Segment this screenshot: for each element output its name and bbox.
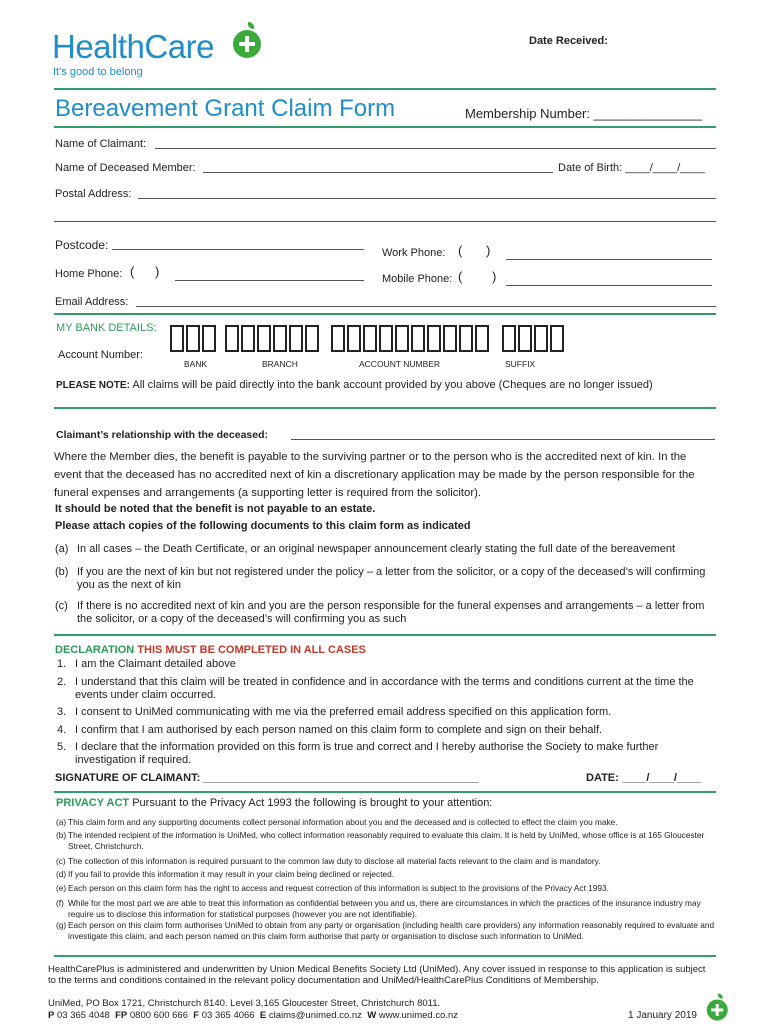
document-item: (b) If you are the next of kin but not registered under the policy – a letter from the solicitor, or a copy of the deceased’s will confirming you as the next of kin xyxy=(55,566,706,591)
footer-contacts xyxy=(48,1010,458,1021)
privacy-item: (e) Each person on this claim form has the right to access and request correction of this information is subject to the provisions of the Privacy Act 1993. xyxy=(56,883,609,893)
web-label: W xyxy=(367,1010,377,1021)
divider xyxy=(54,126,716,128)
account-digit-box[interactable] xyxy=(395,325,409,352)
declaration-item: 4. I confirm that I am authorised by each person named on this claim form to complete and sign on their behalf. xyxy=(57,724,603,736)
fax-number: 03 365 4066 xyxy=(201,1010,255,1021)
deceased-name-field[interactable] xyxy=(203,161,553,173)
email-address-field[interactable] xyxy=(136,295,716,307)
mobile-phone-label: Mobile Phone: xyxy=(382,273,453,285)
declaration-required: THIS MUST BE COMPLETED IN ALL CASES xyxy=(137,644,366,656)
home-phone-paren: ) xyxy=(155,264,160,279)
home-phone-label: Home Phone: xyxy=(55,268,123,280)
mobile-phone-paren: ( xyxy=(458,269,463,284)
declaration-item: 1. I am the Claimant detailed above xyxy=(57,658,236,670)
suffix-digit-box[interactable] xyxy=(518,325,532,352)
work-phone-label: Work Phone: xyxy=(382,247,446,259)
declaration-item: 2. I understand that this claim will be treated in confidence and in accordance with the terms and conditions current at the time the events under claim occurred. xyxy=(57,676,694,701)
account-digit-box[interactable] xyxy=(459,325,473,352)
please-note-text: All claims will be paid directly into the bank account provided by you above (Cheques are no longer issued) xyxy=(132,379,653,391)
branch-digit-box[interactable] xyxy=(257,325,271,352)
healthcare-logo xyxy=(52,22,272,82)
suffix-digit-box[interactable] xyxy=(550,325,564,352)
phone-label: P xyxy=(48,1010,55,1021)
postal-address-field[interactable] xyxy=(138,187,716,199)
branch-digit-box[interactable] xyxy=(273,325,287,352)
deceased-name-label: Name of Deceased Member: xyxy=(55,162,196,174)
form-title: Bereavement Grant Claim Form xyxy=(55,95,396,122)
branch-digit-box[interactable] xyxy=(305,325,319,352)
mobile-phone-paren: ) xyxy=(492,269,497,284)
account-digit-box[interactable] xyxy=(347,325,361,352)
suffix-digit-box[interactable] xyxy=(502,325,516,352)
divider xyxy=(54,88,716,90)
bank-digit-box[interactable] xyxy=(202,325,216,352)
declaration-item: 3. I consent to UniMed communicating with me via the preferred email address specified on this application form. xyxy=(57,706,612,718)
account-number-col-label: ACCOUNT NUMBER xyxy=(359,359,441,369)
account-number-label: Account Number: xyxy=(58,349,143,361)
please-note xyxy=(56,379,653,391)
account-digit-box[interactable] xyxy=(475,325,489,352)
claimant-name-field[interactable] xyxy=(155,137,716,149)
declaration-heading xyxy=(55,644,366,656)
divider xyxy=(54,955,716,957)
work-phone-paren: ( xyxy=(458,243,463,258)
privacy-act-label: PRIVACY ACT xyxy=(56,797,130,809)
fax-label: F xyxy=(193,1010,200,1021)
date-of-birth-field[interactable]: Date of Birth: ____/____/____ xyxy=(558,162,705,174)
benefit-paragraph: Where the Member dies, the benefit is payable to the surviving partner or to the person who is the accredited next of kin. In the event that the deceased has no accredited next of kin a discretionary application may be made by the person responsible for the funeral expenses and arrangements (a supporting letter is required from the solicitor). xyxy=(54,451,695,499)
privacy-item: (a) This claim form and any supporting documents collect personal information about you and the deceased and is collected to effect the claim you make. xyxy=(56,817,618,827)
email-link[interactable]: claims@unimed.co.nz xyxy=(268,1010,362,1021)
privacy-item: (b) The intended recipient of the information is UniMed, who collect information reasonably required to evaluate this claim. It is held by UniMed, whose office is at 165 Gloucester Street, Christchurch. xyxy=(56,830,705,851)
home-phone-paren: ( xyxy=(130,264,135,279)
privacy-item: (f) While for the most part we are able to treat this information as confidential between you and us, there are circumstances in which the practices of the insurance industry may require us to disclose this information for statistical purposes (however you are not identifiable). xyxy=(56,898,701,919)
postal-address-label: Postal Address: xyxy=(55,188,132,200)
suffix-digit-box[interactable] xyxy=(534,325,548,352)
branch-digit-box[interactable] xyxy=(225,325,239,352)
privacy-item: (d) If you fail to provide this information it may result in your claim being declined or rejected. xyxy=(56,869,395,879)
declaration-item: 5. I declare that the information provided on this form is true and correct and I hereby authorise the Society to make further investigation if required. xyxy=(57,741,659,766)
account-digit-box[interactable] xyxy=(411,325,425,352)
account-digit-box[interactable] xyxy=(443,325,457,352)
work-phone-field[interactable] xyxy=(506,248,712,260)
postcode-label: Postcode: xyxy=(55,238,109,252)
brand-name: HealthCare xyxy=(52,28,214,65)
work-phone-paren: ) xyxy=(486,243,491,258)
divider xyxy=(54,407,716,409)
declaration-date-field[interactable]: DATE: ____/____/____ xyxy=(586,772,702,784)
divider xyxy=(54,791,716,793)
privacy-item: (c) The collection of this information is required pursuant to the common law duty to disclose all material facts relevant to the claim and is mandatory. xyxy=(56,856,601,866)
home-phone-field[interactable] xyxy=(175,269,364,281)
privacy-heading xyxy=(56,797,492,809)
mobile-phone-field[interactable] xyxy=(506,274,712,286)
footer-disclaimer: HealthCarePlus is administered and underwritten by Union Medical Benefits Society Ltd (UniMed). Any cover issued in response to this application is subject to the terms and conditions contained in the relevant policy documentation and UniMed/HealthCarePlus Conditions of Membership. xyxy=(48,964,706,986)
document-item: (c) If there is no accredited next of kin and you are the person responsible for the funeral expenses and arrangements – a letter from the solicitor, or a copy of the deceased’s will confirming you as such xyxy=(55,600,705,625)
web-link[interactable]: www.unimed.co.nz xyxy=(378,1010,459,1021)
postal-address-line2[interactable] xyxy=(54,210,716,222)
phone-number: 03 365 4048 xyxy=(56,1010,110,1021)
signature-field[interactable]: SIGNATURE OF CLAIMANT: _____________________________________________ xyxy=(55,772,479,784)
edition-date: 1 January 2019 xyxy=(628,1010,697,1021)
declaration-label: DECLARATION xyxy=(55,644,135,656)
please-note-label: PLEASE NOTE: xyxy=(56,380,130,391)
brand-tagline: It’s good to belong xyxy=(53,66,143,78)
divider xyxy=(54,634,716,636)
branch-digit-box[interactable] xyxy=(289,325,303,352)
account-digit-box[interactable] xyxy=(363,325,377,352)
account-digit-box[interactable] xyxy=(331,325,345,352)
attach-documents-note: Please attach copies of the following documents to this claim form as indicated xyxy=(55,520,471,532)
branch-label: BRANCH xyxy=(262,359,298,369)
suffix-label: SUFFIX xyxy=(505,359,536,369)
account-digit-box[interactable] xyxy=(379,325,393,352)
branch-digit-box[interactable] xyxy=(241,325,255,352)
plus-leaf-icon xyxy=(230,20,266,60)
claimant-name-label: Name of Claimant: xyxy=(55,138,147,150)
freephone-number: 0800 600 666 xyxy=(129,1010,189,1021)
document-item: (a) In all cases – the Death Certificate, or an original newspaper announcement clearly stating the full date of the bereavement xyxy=(55,543,676,555)
bank-details-heading: MY BANK DETAILS: xyxy=(56,322,157,334)
account-digit-box[interactable] xyxy=(427,325,441,352)
bank-label: BANK xyxy=(184,359,208,369)
relationship-label: Claimant’s relationship with the deceased: xyxy=(56,429,268,441)
bank-digit-box[interactable] xyxy=(170,325,184,352)
relationship-field[interactable] xyxy=(291,428,715,440)
freephone-label: FP xyxy=(115,1010,128,1021)
bank-digit-box[interactable] xyxy=(186,325,200,352)
date-received-label: Date Received: xyxy=(529,35,608,47)
plus-leaf-icon xyxy=(704,992,732,1022)
privacy-item: (g) Each person on this claim form authorises UniMed to obtain from any party or organisation (including health care providers) any information reasonably required to evaluate and investigate this claim, and each person named on this claim form authorise that party or organisation to disclose such information to UniMed. xyxy=(56,920,715,941)
divider xyxy=(54,313,716,315)
privacy-intro: Pursuant to the Privacy Act 1993 the following is brought to your attention: xyxy=(132,797,493,809)
email-label: E xyxy=(259,1010,267,1021)
estate-note: It should be noted that the benefit is not payable to an estate. xyxy=(55,503,376,515)
membership-number-field[interactable]: Membership Number: _______________ xyxy=(465,106,703,121)
postcode-field[interactable] xyxy=(112,238,364,250)
footer-address: UniMed, PO Box 1721, Christchurch 8140. Level 3,165 Gloucester Street, Christchurch 8011. xyxy=(48,998,441,1009)
email-address-label: Email Address: xyxy=(55,296,129,308)
